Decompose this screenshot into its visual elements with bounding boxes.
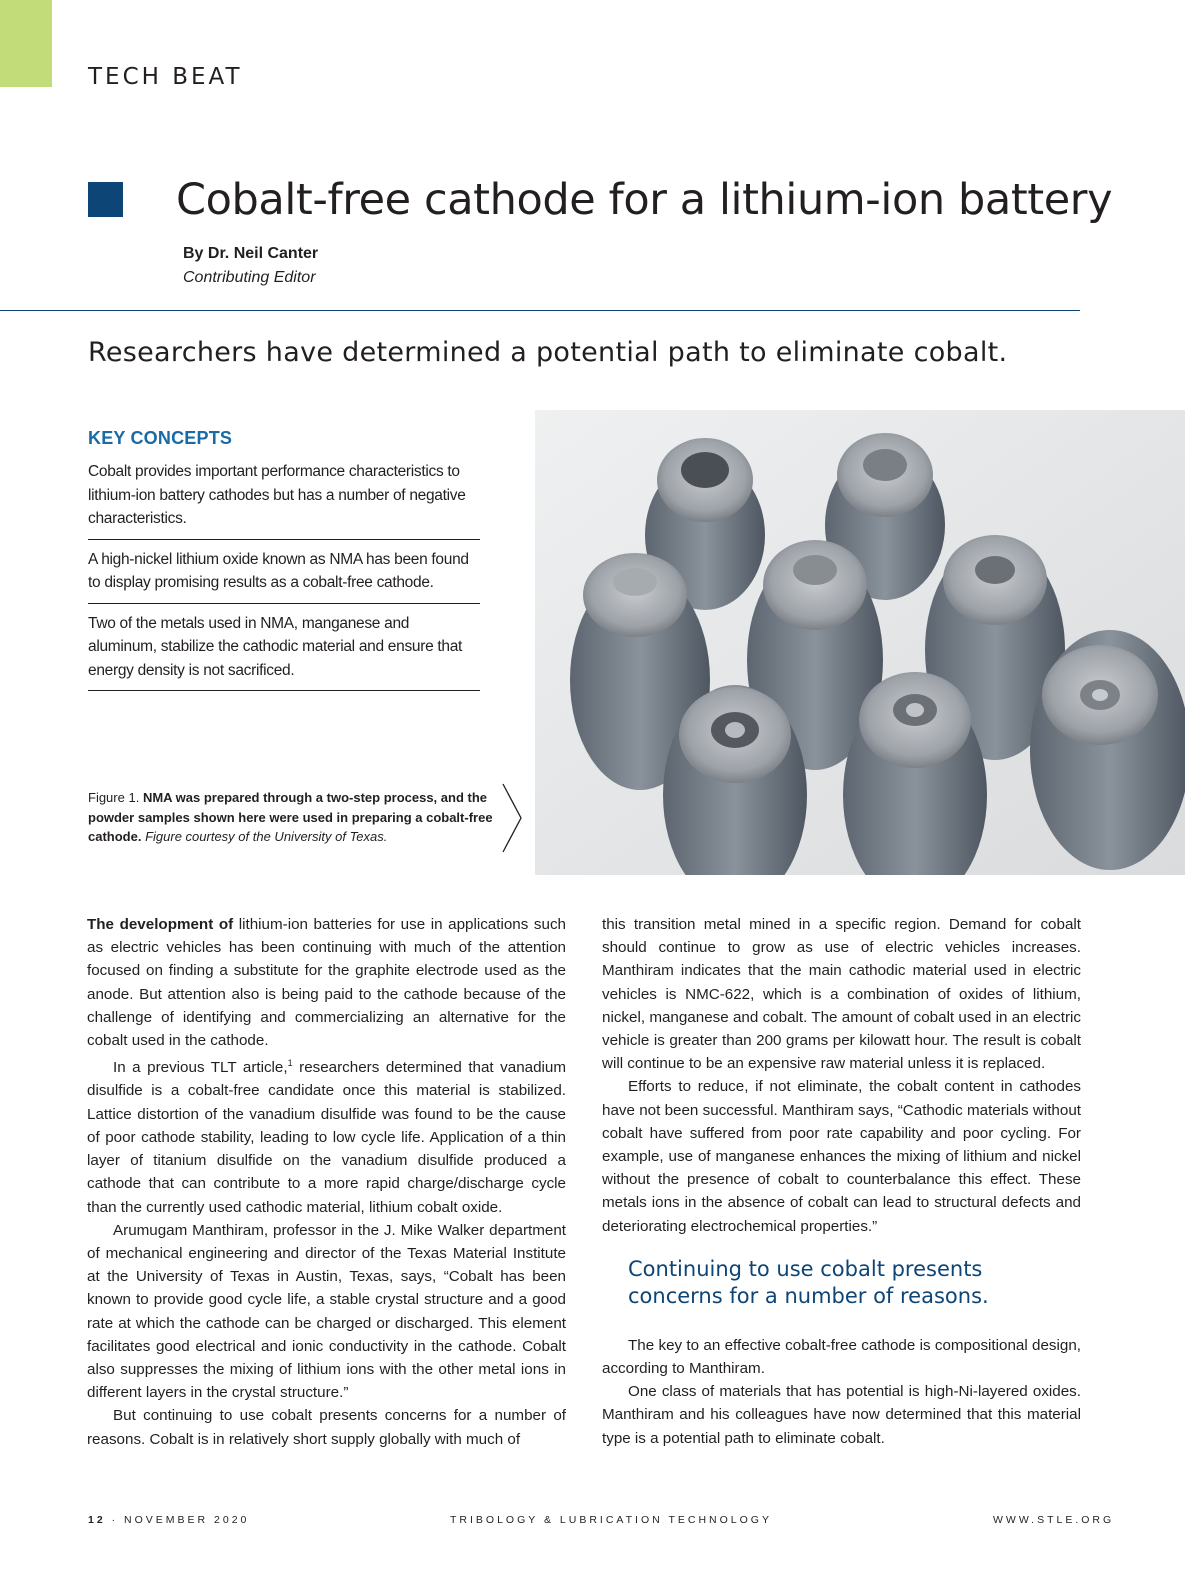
sample-bottles-image xyxy=(535,410,1185,875)
figure-caption xyxy=(88,788,498,847)
key-concepts-list xyxy=(88,460,480,699)
figure-credit: Figure courtesy of the University of Texas. xyxy=(145,829,388,844)
body-column-left xyxy=(87,913,566,1451)
paragraph-text: lithium-ion batteries for use in applications such as electric vehicles has been continuing with much of the attention focused on finding a substitute for the graphite electrode used as the anode. But attention also is being paid to the cathode because of the challenge of identifying and commercializing an alternative for the cobalt used in the cathode. xyxy=(87,916,566,1050)
pull-quote: Continuing to use cobalt presents concerns for a number of reasons. xyxy=(628,1256,989,1308)
footer-separator: · xyxy=(111,1514,119,1526)
body-paragraph xyxy=(87,1052,566,1218)
author-byline: By Dr. Neil Canter xyxy=(183,245,319,262)
body-paragraph: Efforts to reduce, if not eliminate, the cobalt content in cathodes have not been successful. Manthiram says, “Cathodic materials without cobalt have suffered from poor rate capability and poor cycling. For example, use of manganese enhances the mixing of lithium and nickel without the presence of cobalt to counterbalance this effect. These metals ions in the absence of cobalt can lead to structural defects and deteriorating electrochemical properties.” xyxy=(602,1078,1081,1235)
footer-folio xyxy=(88,1514,249,1526)
body-paragraph: Arumugam Manthiram, professor in the J. Mike Walker department of mechanical engineering and director of the Texas Material Institute at the University of Texas in Austin, Texas, says, “Cobalt has been known to provide good cycle life, a stable crystal structure and a good rate at which the cathode can be charged or discharged. This element facilitates good electrical and ionic conductivity in the cathode. Cobalt also suppresses the mixing of lithium ions with the other metal ions in different layers in the crystal structure.” xyxy=(87,1221,566,1402)
body-column-right xyxy=(602,913,1081,1450)
footnote-ref: 1 xyxy=(287,1058,293,1069)
body-paragraph: But continuing to use cobalt presents concerns for a number of reasons. Cobalt is in relatively short supply globally with much of xyxy=(87,1407,566,1448)
paragraph-text: In a previous TLT article, xyxy=(113,1059,288,1077)
section-color-tab xyxy=(0,0,52,87)
article-title: Cobalt-free cathode for a lithium-ion battery xyxy=(176,175,1113,225)
figure-label: Figure 1. xyxy=(88,790,140,805)
key-concept-item: Two of the metals used in NMA, manganese and aluminum, stabilize the cathodic material and ensure that energy density is not sacrificed. xyxy=(88,612,480,692)
body-paragraph: this transition metal mined in a specific region. Demand for cobalt should continue to grow as use of electric vehicles increases. Manthiram indicates that the main cathodic material used in electric vehicles is NMC-622, which is a combination of oxides of lithium, nickel, manganese and cobalt. The amount of cobalt used in an electric vehicle is greater than 200 grams per kilowatt hour. The result is cobalt will continue to be an expensive raw material unless it is replaced. xyxy=(602,916,1081,1073)
page-number: 12 xyxy=(88,1514,106,1526)
key-concept-item: Cobalt provides important performance characteristics to lithium-ion battery cathodes but has a number of negative characteristics. xyxy=(88,460,480,540)
figure-caption-bold: NMA was prepared through a two-step process, and the powder samples shown here were used in preparing a cobalt-free cathode. xyxy=(88,790,493,844)
publication-name: TRIBOLOGY & LUBRICATION TECHNOLOGY xyxy=(450,1514,772,1526)
body-paragraph xyxy=(87,913,566,1052)
issue-date: NOVEMBER 2020 xyxy=(124,1514,250,1526)
paragraph-text: researchers determined that vanadium disulfide is a cobalt-free candidate once this material is stabilized. Lattice distortion of the vanadium disulfide was found to be the cause of poor cathode stability, leading to low cycle life. Application of a thin layer of titanium disulfide on the vanadium disulfide produced a cathode that can contribute to a more rapid charge/discharge cycle than the currently used cathodic material, lithium cobalt oxide. xyxy=(87,1059,567,1216)
body-paragraph: One class of materials that has potential is high-Ni-layered oxides. Manthiram and his colleagues have now determined that this material type is a potential path to eliminate cobalt. xyxy=(602,1383,1081,1447)
key-concept-item: A high-nickel lithium oxide known as NMA has been found to display promising results as a cobalt-free cathode. xyxy=(88,548,480,604)
title-marker xyxy=(88,182,123,217)
chevron-right-icon xyxy=(500,782,524,854)
section-label: TECH BEAT xyxy=(88,64,243,90)
article-dek: Researchers have determined a potential path to eliminate cobalt. xyxy=(88,337,1008,368)
lead-in: The development of xyxy=(87,916,234,933)
body-paragraph: The key to an effective cobalt-free cathode is compositional design, according to Manthiram. xyxy=(602,1336,1081,1378)
header-divider xyxy=(0,310,1080,311)
website-link[interactable]: WWW.STLE.ORG xyxy=(993,1514,1115,1526)
author-role: Contributing Editor xyxy=(183,269,316,286)
figure-photo xyxy=(535,410,1185,875)
key-concepts-heading: KEY CONCEPTS xyxy=(88,428,233,448)
